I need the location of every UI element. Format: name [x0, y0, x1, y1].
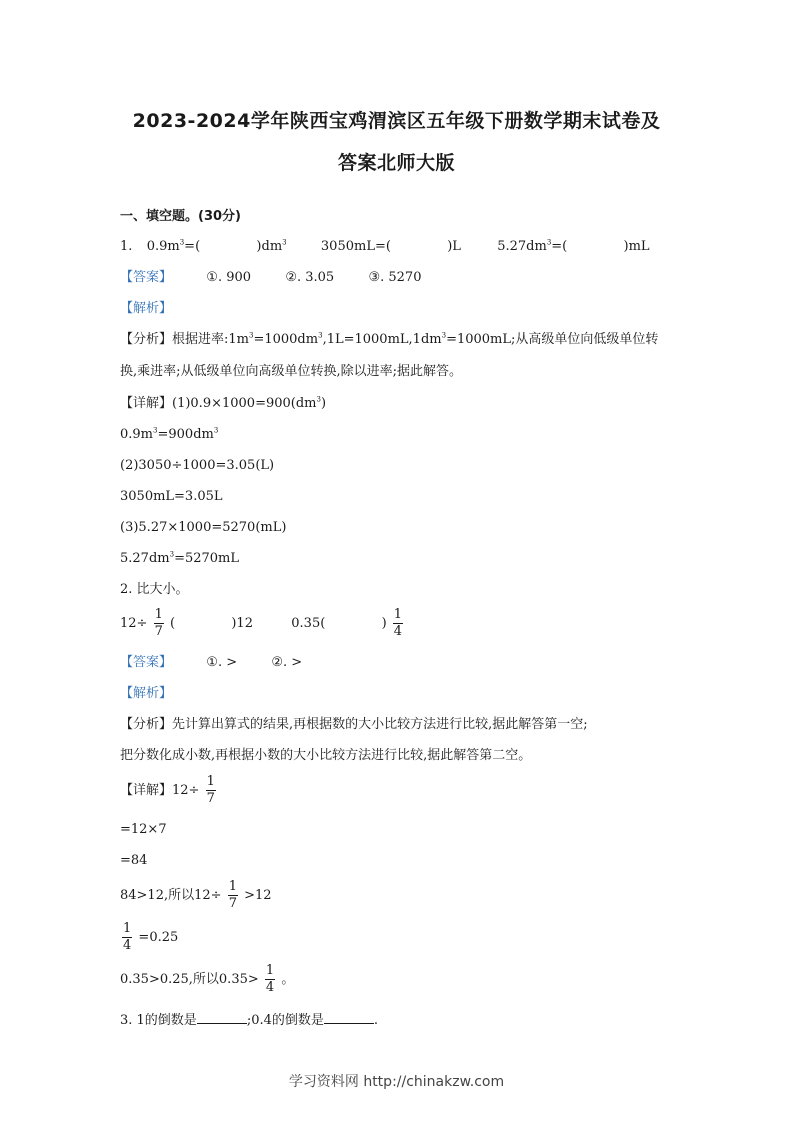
detail-q1-step4: 3050mL=3.05L — [120, 489, 223, 504]
fraction-one-quarter: $\frac{1}{4}$ — [393, 607, 403, 639]
detail-q1-step2: $0.9m^3=900dm^3$ — [120, 426, 219, 442]
fraction-one-quarter: $\frac{1}{4}$ — [123, 921, 132, 953]
answer-item: ②. 3.05 — [285, 270, 335, 285]
fraction-one-quarter: $\frac{1}{4}$ — [265, 963, 275, 995]
document-title-line2: 答案北师大版 — [337, 152, 455, 174]
fraction-one-seventh: $\frac{1}{7}$ — [206, 774, 215, 806]
answer-item: ②. > — [271, 655, 303, 670]
detail-q1-step6: $5.27dm^3=5270mL$ — [120, 550, 240, 566]
fraction-one-seventh: $\frac{1}{7}$ — [154, 607, 163, 639]
answer-tag: 【答案】 — [120, 270, 173, 285]
answer-blank — [324, 1011, 374, 1024]
analysis-text-q2-line2: 把分数化成小数,再根据小数的大小比较方法进行比较,据此解答第二空。 — [120, 748, 532, 763]
answer-tag: 【答案】 — [120, 655, 173, 670]
document-title-line1: 2023-2024学年陕西宝鸡渭滨区五年级下册数学期末试卷及 — [132, 110, 661, 132]
analysis-tag-q2: 【解析】 — [120, 686, 173, 701]
question-2-stem: 2. 比大小。 — [120, 582, 189, 597]
detail-q2-step4: $\frac{1}{4}$ =0.25 — [123, 921, 179, 953]
detail-q1-step3: (2)3050÷1000=3.05(L) — [120, 458, 275, 473]
detail-q2-step3: 84>12,所以12÷ $\frac{1}{7}$ >12 — [120, 879, 272, 911]
answer-blank — [197, 1011, 247, 1024]
detail-q2-step1: =12×7 — [120, 822, 167, 837]
analysis-text-q2-line1: 【分析】先计算出算式的结果,再根据数的大小比较方法进行比较,据此解答第一空; — [120, 717, 588, 732]
footer-watermark: 学习资料网 http://chinakzw.com — [288, 1074, 505, 1090]
question-2-expressions: 12÷ $\frac{1}{7}$ ( )12 0.35( ) $\frac{1}{4}$ — [120, 607, 403, 639]
question-1: 1. $0.9m^3=$( )$dm^3$ 3050mL=( )L $5.27dm^3=$( )mL — [120, 238, 650, 254]
detail-q2-step2: =84 — [120, 853, 148, 868]
detail-q2-step0: 【详解】12÷ $\frac{1}{7}$ — [120, 774, 215, 806]
answer-row-q1 — [120, 269, 421, 287]
analysis-text-q1-line1: 【分析】根据进率$:1m^3=1000dm^3,1L=1000mL,1dm^3=1000mL$;从高级单位向低级单位转 — [120, 331, 659, 347]
section-heading-fill-blank: 一、填空题。(30分) — [120, 209, 241, 224]
answer-row-q2 — [120, 654, 302, 672]
answer-item: ①. 900 — [206, 270, 252, 285]
analysis-tag-q1: 【解析】 — [120, 301, 173, 316]
fraction-one-seventh: $\frac{1}{7}$ — [228, 879, 237, 911]
detail-q1-step1: 【详解】$(1)0.9\times 1000=900(dm^3)$ — [120, 395, 327, 411]
question-3: 3. 1的倒数是 ;0.4的倒数是 . — [120, 1013, 379, 1028]
detail-q1-step5: (3)5.27×1000=5270(mL) — [120, 520, 287, 535]
analysis-text-q1-line2: 换,乘进率;从低级单位向高级单位转换,除以进率;据此解答。 — [120, 364, 463, 379]
answer-item: ①. > — [206, 655, 238, 670]
detail-q2-step5: 0.35>0.25,所以0.35> $\frac{1}{4}$ 。 — [120, 963, 295, 995]
answer-item: ③. 5270 — [368, 270, 422, 285]
